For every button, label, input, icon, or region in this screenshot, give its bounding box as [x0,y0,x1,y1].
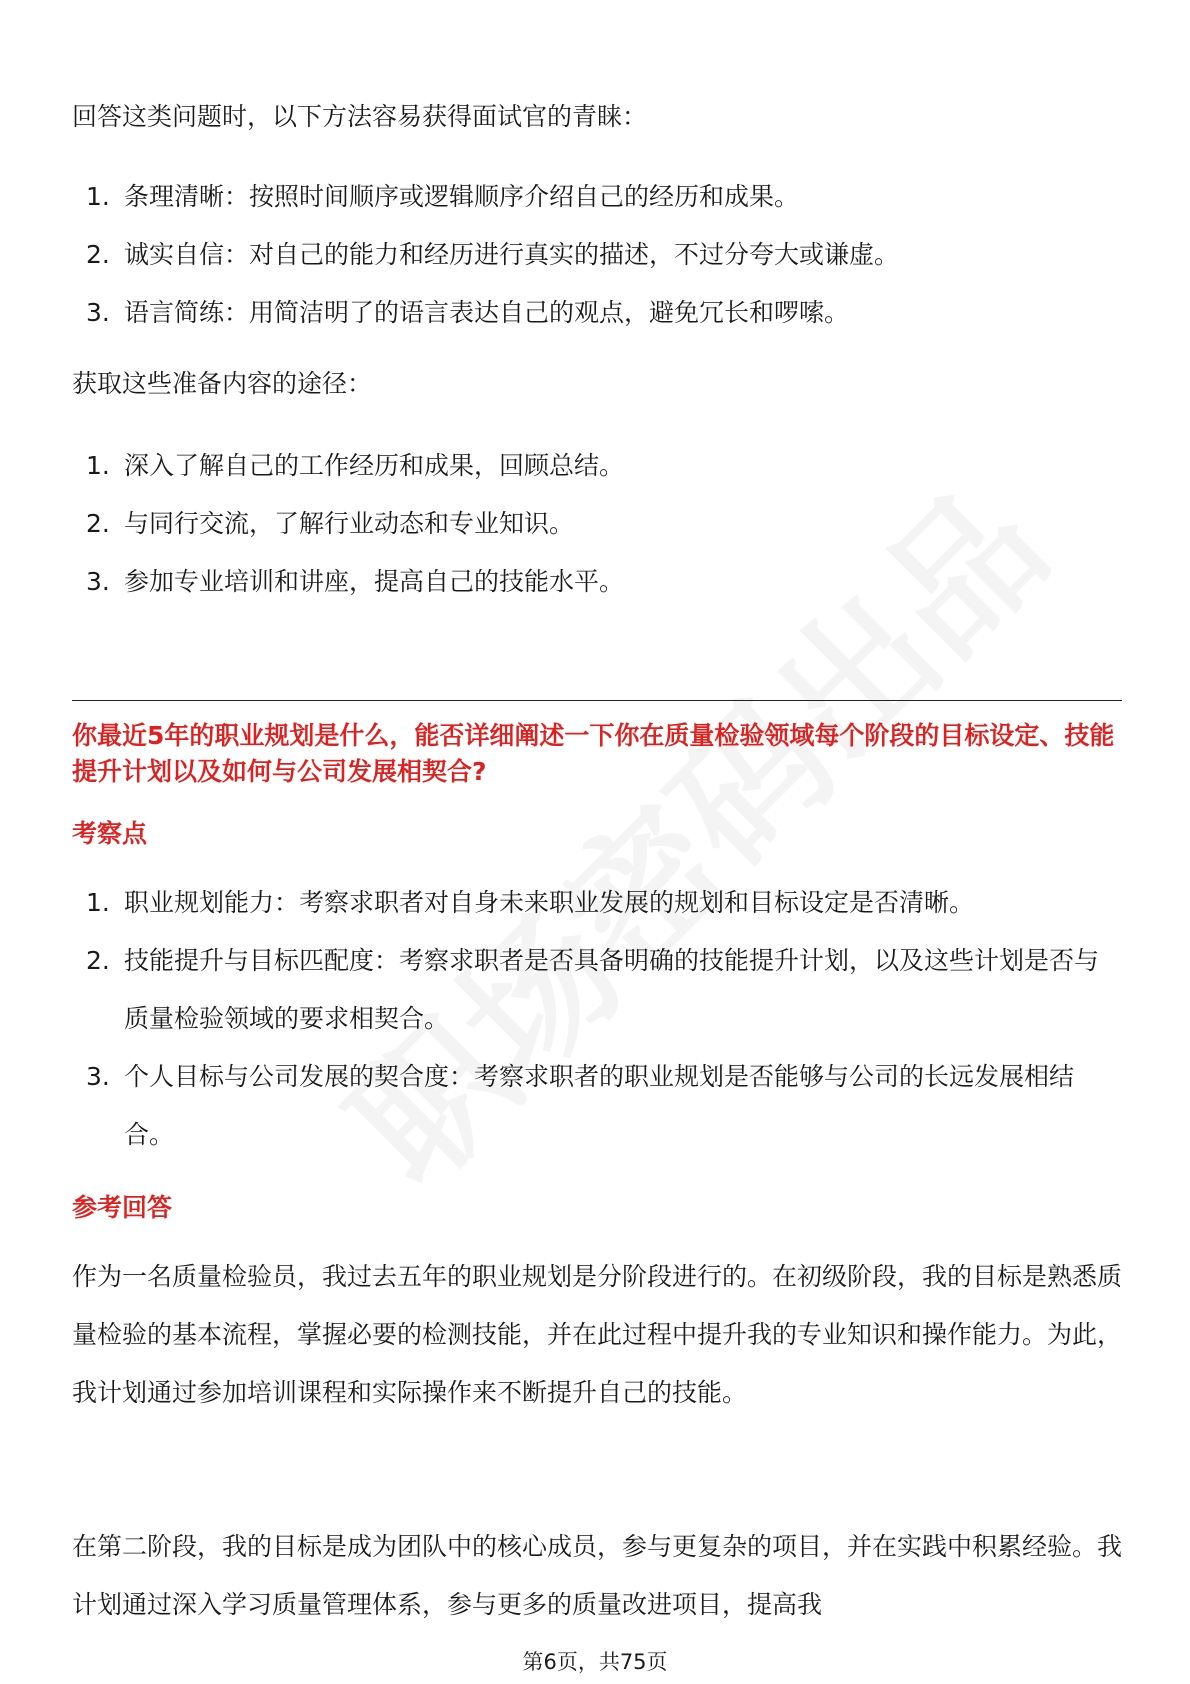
document-page [72,0,1122,1684]
points-label: 考察点 [72,819,148,848]
answer-paragraph: 在第二阶段，我的目标是成为团队中的核心成员，参与更复杂的项目，并在实践中积累经验。我计划通过深入学习质量管理体系，参与更多的质量改进项目，提高我 [72,1532,1123,1619]
methods-list [72,168,1122,342]
answer-paragraph: 作为一名质量检验员，我过去五年的职业规划是分阶段进行的。在初级阶段，我的目标是熟悉质量检验的基本流程，掌握必要的检测技能，并在此过程中提升我的专业知识和操作能力。为此，我计划通过参加培训课程和实际操作来不断提升自己的技能。 [72,1262,1123,1407]
intro-text: 回答这类问题时，以下方法容易获得面试官的青睐： [72,102,648,131]
list-item: 2. 技能提升与目标匹配度：考察求职者是否具备明确的技能提升计划，以及这些计划是否与质量检验领域的要求相契合。 [86,946,1100,1033]
list-item: 3. 语言简练：用简洁明了的语言表达自己的观点，避免冗长和啰嗦。 [86,298,850,327]
section-divider [72,700,1122,701]
points-list [72,874,1122,1164]
list-item: 1. 条理清晰：按照时间顺序或逻辑顺序介绍自己的经历和成果。 [86,182,800,211]
list-item: 3. 参加专业培训和讲座，提高自己的技能水平。 [86,567,625,596]
question-heading: 你最近5年的职业规划是什么，能否详细阐述一下你在质量检验领域每个阶段的目标设定、技能提升计划以及如何与公司发展相契合? [72,721,1115,786]
list-item: 3. 个人目标与公司发展的契合度：考察求职者的职业规划是否能够与公司的长远发展相结合。 [86,1062,1075,1149]
page-footer: 第6页，共75页 [522,1650,668,1674]
answer-label: 参考回答 [72,1193,173,1222]
prep-intro-text: 获取这些准备内容的途径： [72,369,373,398]
prep-list [72,437,1122,611]
list-item: 1. 深入了解自己的工作经历和成果，回顾总结。 [86,451,625,480]
list-item: 2. 与同行交流，了解行业动态和专业知识。 [86,509,575,538]
list-item: 2. 诚实自信：对自己的能力和经历进行真实的描述，不过分夸大或谦虚。 [86,240,900,269]
list-item: 1. 职业规划能力：考察求职者对自身未来职业发展的规划和目标设定是否清晰。 [86,888,975,917]
